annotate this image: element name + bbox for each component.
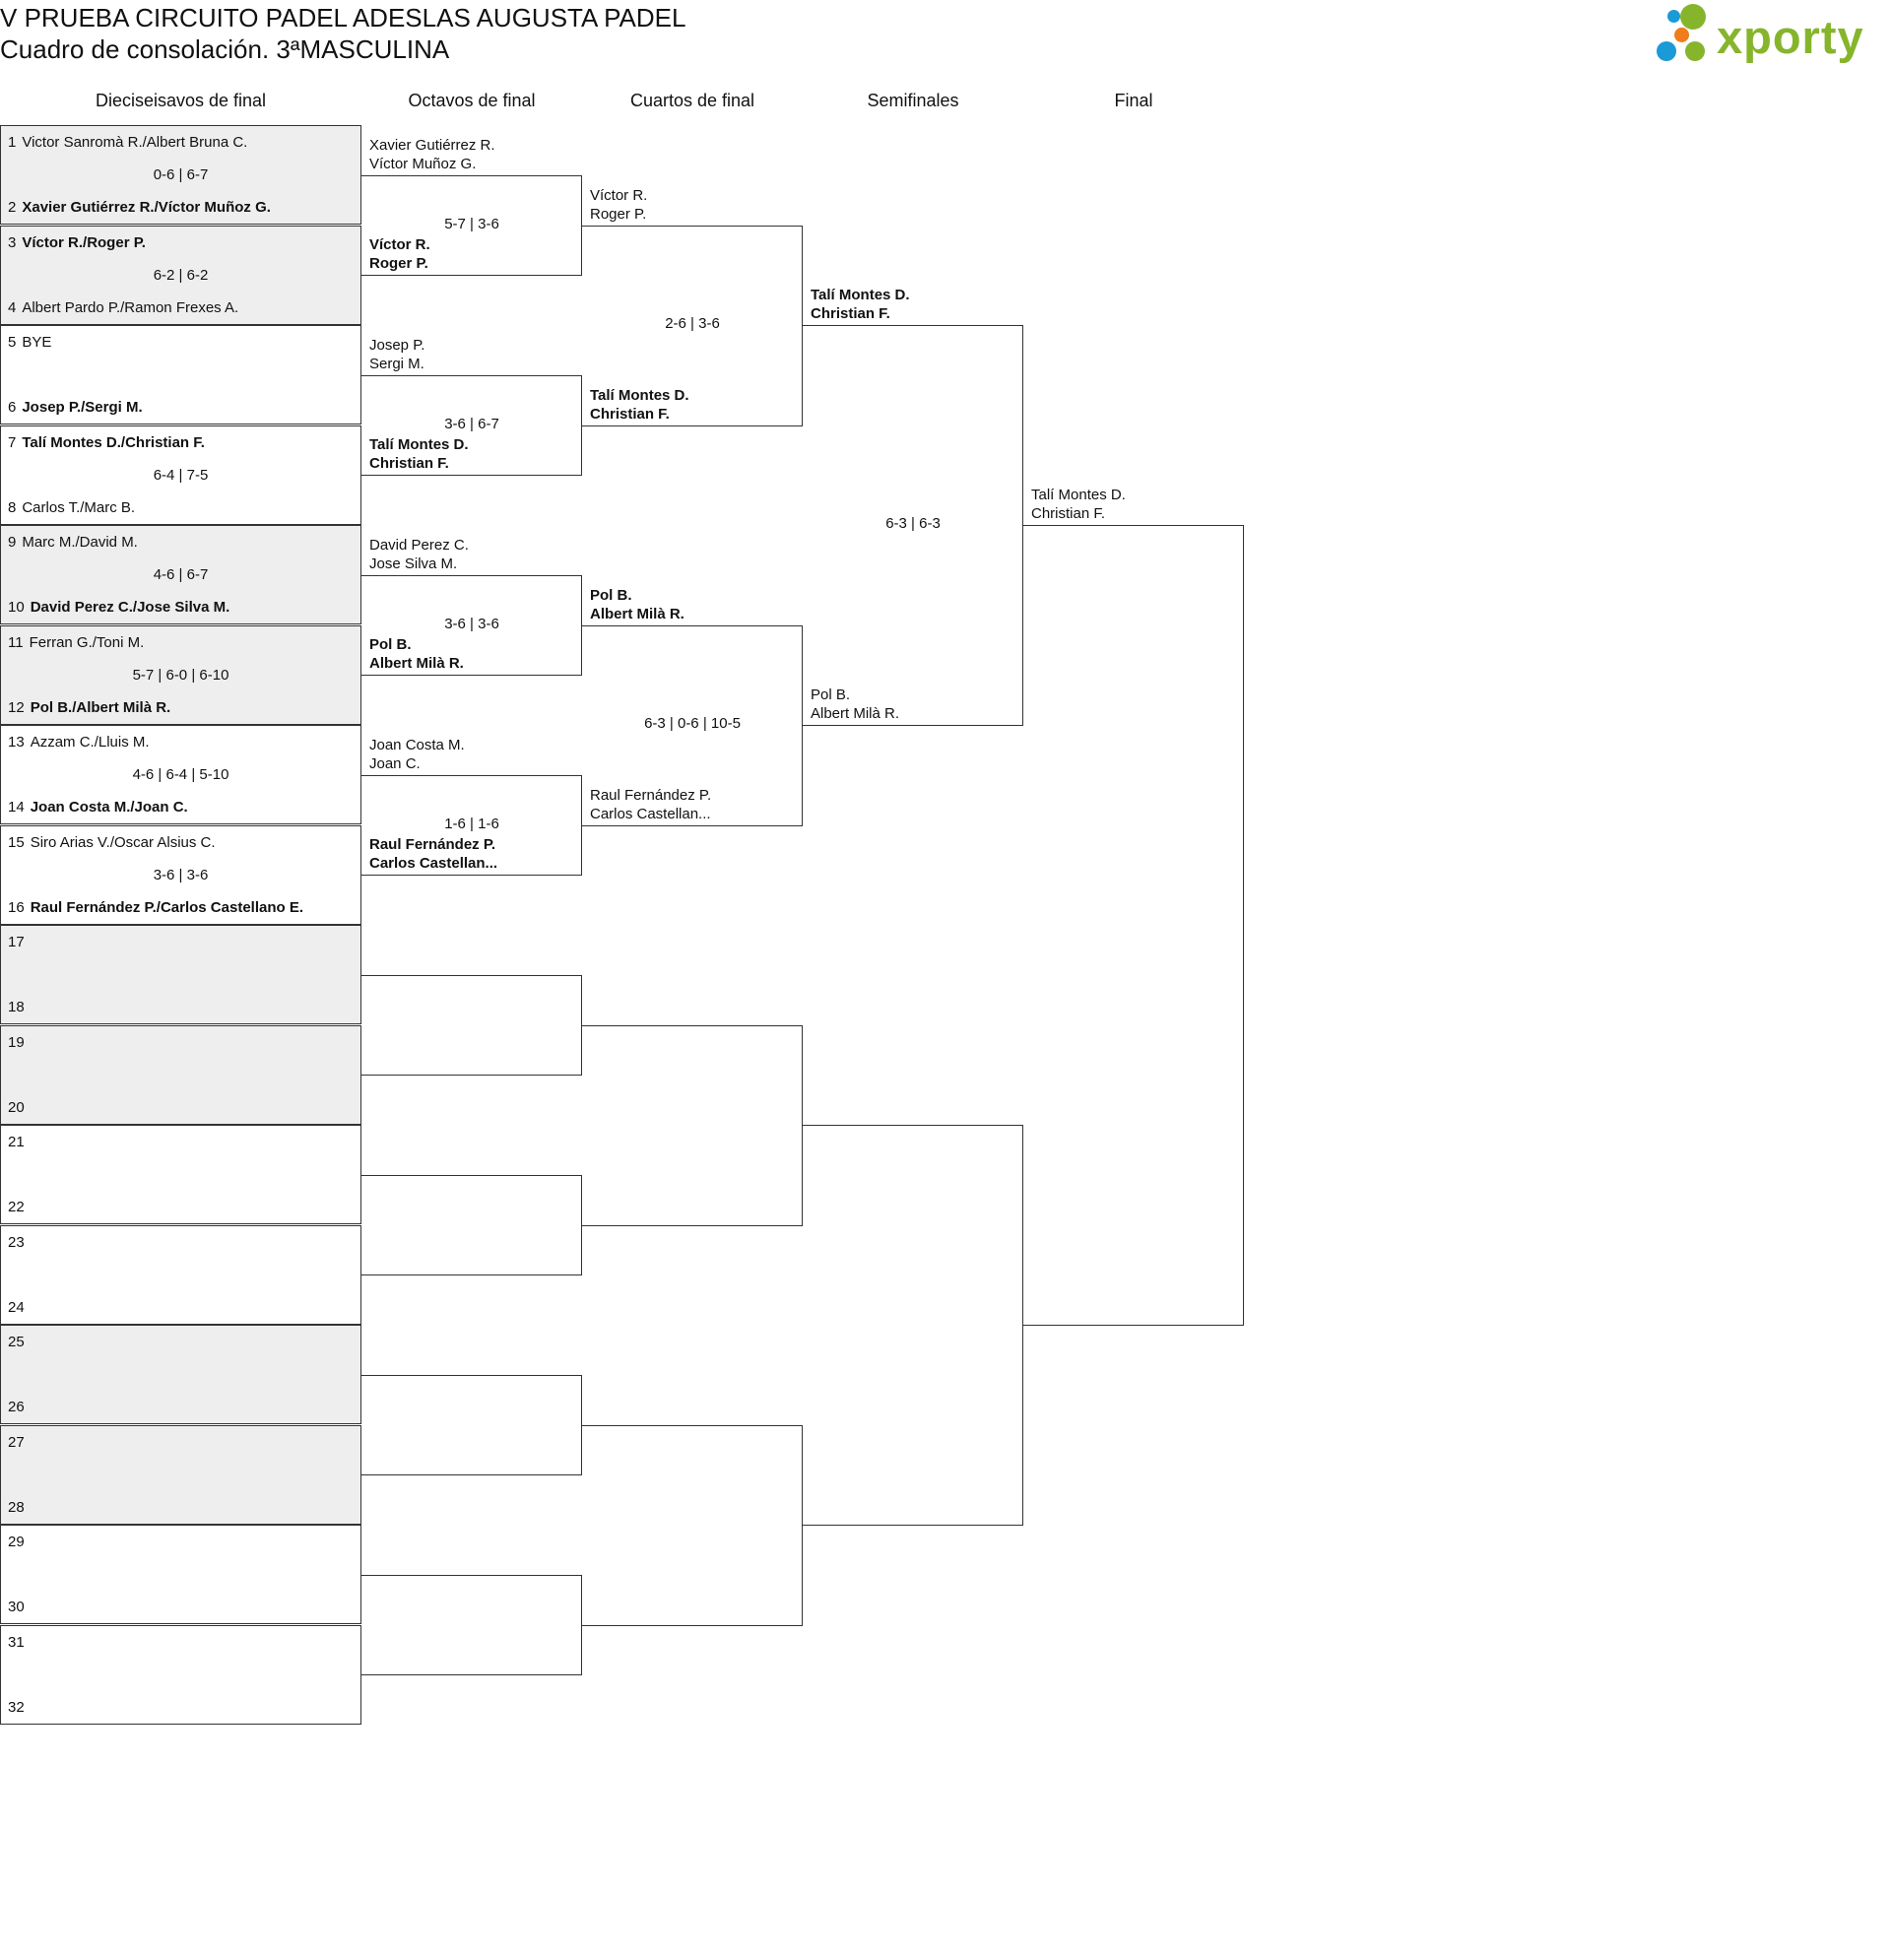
team-entry bbox=[8, 1499, 31, 1516]
team-entry bbox=[8, 299, 238, 316]
team-entry bbox=[8, 1634, 31, 1651]
seed-number: 1 bbox=[8, 134, 17, 151]
match-score: 0-6 | 6-7 bbox=[153, 166, 209, 183]
match-r1[interactable] bbox=[0, 1625, 361, 1725]
round-header: Dieciseisavos de final bbox=[95, 91, 267, 110]
team-entry bbox=[8, 1199, 31, 1215]
team-line: Christian F. bbox=[1031, 505, 1106, 522]
team-entry bbox=[8, 1099, 31, 1116]
team-line: Jose Silva M. bbox=[369, 555, 458, 572]
team-line: Albert Milà R. bbox=[590, 605, 685, 622]
team-entry bbox=[8, 799, 188, 816]
logo-wordmark: xporty bbox=[1717, 11, 1864, 63]
match-score: 4-6 | 6-4 | 5-10 bbox=[132, 766, 229, 783]
seed-number: 12 bbox=[8, 698, 25, 716]
match-r3[interactable] bbox=[582, 1025, 803, 1226]
team-entry bbox=[8, 1399, 31, 1415]
team-name: Joan Costa M./Joan C. bbox=[30, 799, 188, 816]
seed-number: 23 bbox=[8, 1233, 25, 1251]
team-name: David Perez C./Jose Silva M. bbox=[30, 599, 230, 616]
team-line: Sergi M. bbox=[369, 355, 424, 372]
team-entry bbox=[8, 699, 170, 716]
team-line: Pol B. bbox=[369, 636, 412, 654]
team-line: Albert Milà R. bbox=[811, 705, 900, 722]
team-entry bbox=[8, 134, 247, 151]
team-line: Talí Montes D. bbox=[369, 436, 469, 454]
seed-number: 16 bbox=[8, 898, 25, 916]
match-score: 3-6 | 6-7 bbox=[444, 415, 499, 432]
page-title: V PRUEBA CIRCUITO PADEL ADESLAS AUGUSTA PADEL bbox=[0, 3, 686, 33]
team-line: Carlos Castellan... bbox=[369, 855, 498, 873]
team-name: Raul Fernández P./Carlos Castellano E. bbox=[30, 898, 303, 916]
team-name: Xavier Gutiérrez R./Víctor Muñoz G. bbox=[22, 199, 271, 216]
match-r1[interactable] bbox=[0, 825, 361, 925]
seed-number: 2 bbox=[8, 199, 17, 216]
team-entry bbox=[8, 1299, 31, 1316]
match-r1[interactable] bbox=[0, 1025, 361, 1125]
seed-number: 8 bbox=[8, 498, 17, 516]
match-r2[interactable] bbox=[361, 975, 582, 1077]
team-name: Siro Arias V./Oscar Alsius C. bbox=[30, 833, 216, 851]
team-entry bbox=[8, 634, 144, 651]
match-r1[interactable] bbox=[0, 525, 361, 624]
team-line: Raul Fernández P. bbox=[590, 786, 712, 804]
seed-number: 25 bbox=[8, 1334, 25, 1350]
team-entry bbox=[8, 834, 216, 851]
team-entry bbox=[8, 1699, 31, 1716]
match-r1[interactable] bbox=[0, 925, 361, 1024]
team-entry bbox=[8, 1534, 31, 1550]
team-line: Christian F. bbox=[369, 455, 449, 473]
team-line: David Perez C. bbox=[369, 536, 469, 554]
team-name: Josep P./Sergi M. bbox=[22, 399, 143, 416]
match-r1[interactable] bbox=[0, 1125, 361, 1224]
round-header: Octavos de final bbox=[408, 91, 536, 110]
match-score: 4-6 | 6-7 bbox=[153, 566, 209, 583]
team-line: Talí Montes D. bbox=[811, 287, 910, 303]
team-entry bbox=[8, 1334, 31, 1350]
seed-number: 14 bbox=[8, 799, 25, 816]
seed-number: 29 bbox=[8, 1534, 25, 1550]
seed-number: 3 bbox=[8, 233, 17, 251]
match-r1[interactable] bbox=[0, 625, 361, 725]
seed-number: 18 bbox=[8, 999, 25, 1015]
team-name: Víctor R./Roger P. bbox=[22, 233, 146, 251]
match-score: 3-6 | 3-6 bbox=[444, 615, 499, 632]
seed-number: 10 bbox=[8, 599, 25, 616]
team-name: Pol B./Albert Milà R. bbox=[30, 698, 171, 716]
team-line: Víctor R. bbox=[590, 186, 648, 204]
team-entry bbox=[8, 899, 303, 916]
team-entry bbox=[8, 1034, 31, 1051]
seed-number: 4 bbox=[8, 298, 17, 316]
match-r1[interactable] bbox=[0, 1425, 361, 1525]
team-name: Ferran G./Toni M. bbox=[29, 633, 145, 651]
logo-dot-icon bbox=[1674, 28, 1689, 42]
team-entry bbox=[8, 499, 135, 516]
round-header: Cuartos de final bbox=[629, 91, 755, 110]
team-line: Talí Montes D. bbox=[1031, 487, 1126, 503]
seed-number: 32 bbox=[8, 1698, 25, 1716]
match-r1[interactable] bbox=[0, 425, 361, 525]
team-entry bbox=[8, 934, 31, 950]
seed-number: 9 bbox=[8, 534, 17, 551]
seed-number: 20 bbox=[8, 1098, 25, 1116]
seed-number: 27 bbox=[8, 1433, 25, 1451]
match-score: 6-2 | 6-2 bbox=[153, 266, 209, 284]
team-entry bbox=[8, 234, 146, 251]
seed-number: 24 bbox=[8, 1298, 25, 1316]
match-r1[interactable] bbox=[0, 1225, 361, 1325]
team-line: Albert Milà R. bbox=[369, 655, 464, 673]
round-header: Final bbox=[1114, 91, 1153, 110]
team-name: Talí Montes D./Christian F. bbox=[22, 433, 205, 451]
team-entry bbox=[8, 1434, 31, 1451]
seed-number: 31 bbox=[8, 1633, 25, 1651]
team-line: Pol B. bbox=[811, 686, 851, 703]
match-score: 6-3 | 6-3 bbox=[885, 515, 941, 532]
seed-number: 11 bbox=[8, 633, 24, 651]
match-r1[interactable] bbox=[0, 725, 361, 824]
seed-number: 19 bbox=[8, 1033, 25, 1051]
team-line: Raul Fernández P. bbox=[369, 836, 496, 854]
logo-dot-icon bbox=[1685, 41, 1705, 61]
logo-dot-icon bbox=[1667, 10, 1680, 23]
seed-number: 17 bbox=[8, 934, 25, 950]
seed-number: 22 bbox=[8, 1199, 25, 1215]
seed-number: 15 bbox=[8, 833, 25, 851]
team-entry bbox=[8, 734, 150, 751]
logo-dot-icon bbox=[1680, 4, 1706, 30]
team-entry bbox=[8, 1134, 31, 1150]
match-score: 5-7 | 6-0 | 6-10 bbox=[132, 666, 229, 684]
team-line: Joan Costa M. bbox=[369, 736, 465, 753]
round-header: Semifinales bbox=[867, 91, 959, 110]
team-line: Christian F. bbox=[590, 405, 670, 423]
team-line: Víctor R. bbox=[369, 236, 430, 254]
page-subtitle: Cuadro de consolación. 3ªMASCULINA bbox=[0, 34, 450, 64]
team-name: Marc M./David M. bbox=[22, 534, 138, 551]
match-score: 2-6 | 3-6 bbox=[665, 315, 720, 332]
match-final[interactable] bbox=[1023, 525, 1244, 1326]
team-entry bbox=[8, 434, 205, 451]
match-r4[interactable] bbox=[803, 1125, 1023, 1526]
team-line: Josep P. bbox=[369, 336, 425, 354]
team-line: Talí Montes D. bbox=[590, 386, 689, 404]
team-entry bbox=[8, 334, 51, 351]
logo-dot-icon bbox=[1657, 41, 1676, 61]
team-line: Christian F. bbox=[811, 305, 890, 322]
team-entry bbox=[8, 1234, 31, 1251]
match-r1[interactable] bbox=[0, 1525, 361, 1624]
match-score: 3-6 | 3-6 bbox=[153, 866, 209, 883]
seed-number: 6 bbox=[8, 399, 17, 416]
team-line: Carlos Castellan... bbox=[590, 805, 711, 822]
team-entry bbox=[8, 999, 31, 1015]
team-name: Azzam C./Lluis M. bbox=[30, 734, 150, 751]
team-entry bbox=[8, 199, 271, 216]
xporty-logo bbox=[1655, 4, 1875, 67]
team-entry bbox=[8, 1599, 31, 1615]
match-score: 6-4 | 7-5 bbox=[153, 466, 209, 484]
team-line: Roger P. bbox=[369, 255, 428, 273]
team-entry bbox=[8, 599, 229, 616]
team-line: Xavier Gutiérrez R. bbox=[369, 136, 495, 154]
seed-number: 7 bbox=[8, 433, 17, 451]
seed-number: 28 bbox=[8, 1498, 25, 1516]
seed-number: 21 bbox=[8, 1134, 25, 1150]
team-line: Pol B. bbox=[590, 586, 632, 604]
team-line: Joan C. bbox=[369, 754, 421, 772]
team-line: Víctor Muñoz G. bbox=[369, 155, 477, 172]
team-name: BYE bbox=[22, 334, 52, 351]
match-score: 1-6 | 1-6 bbox=[444, 815, 499, 832]
seed-number: 5 bbox=[8, 334, 17, 351]
match-r1[interactable] bbox=[0, 325, 361, 425]
seed-number: 30 bbox=[8, 1599, 25, 1615]
match-r1[interactable] bbox=[0, 125, 361, 225]
team-name: Carlos T./Marc B. bbox=[22, 498, 136, 516]
match-score: 5-7 | 3-6 bbox=[444, 215, 499, 232]
team-line: Roger P. bbox=[590, 205, 647, 223]
team-entry bbox=[8, 534, 138, 551]
match-score: 6-3 | 0-6 | 10-5 bbox=[644, 715, 741, 732]
match-r1[interactable] bbox=[0, 226, 361, 325]
seed-number: 26 bbox=[8, 1399, 25, 1415]
match-r2[interactable] bbox=[361, 1375, 582, 1476]
team-name: Victor Sanromà R./Albert Bruna C. bbox=[22, 134, 248, 151]
match-r3[interactable] bbox=[582, 1425, 803, 1626]
match-r2[interactable] bbox=[361, 1575, 582, 1676]
team-entry bbox=[8, 399, 143, 416]
seed-number: 13 bbox=[8, 734, 25, 751]
team-name: Albert Pardo P./Ramon Frexes A. bbox=[22, 298, 239, 316]
match-r1[interactable] bbox=[0, 1325, 361, 1424]
match-r2[interactable] bbox=[361, 1175, 582, 1276]
